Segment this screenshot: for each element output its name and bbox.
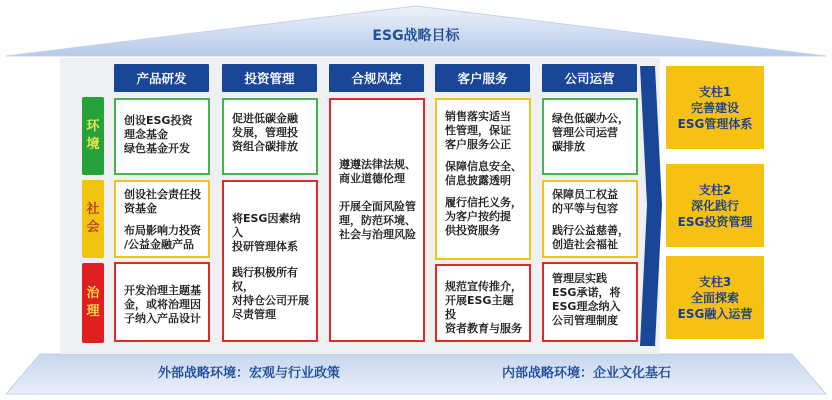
text-line: 资组合碳排放: [232, 140, 298, 153]
text-line: 理念基金: [124, 128, 168, 141]
cell-product-environment: [114, 98, 210, 175]
roof-title: ESG战略目标: [372, 28, 460, 44]
dimension-char: 理: [86, 304, 100, 319]
dimension-char: 环: [86, 119, 100, 134]
pillar-line: ESG管理体系: [677, 116, 753, 131]
cell-operations-social: [542, 180, 638, 258]
text-line: 资者教育与服务: [445, 322, 522, 335]
text-line: 理，防范环境、: [339, 214, 416, 227]
text-line: 管理层实践: [552, 272, 607, 285]
text-line: 尽责管理: [232, 308, 276, 321]
pillar-name: 支柱1: [698, 84, 732, 99]
text-line: ESG承诺，将: [552, 286, 621, 299]
dimension-governance: [82, 263, 104, 343]
text-line: 商业道德伦理: [339, 172, 405, 185]
dimension-social: [82, 180, 104, 258]
base-external-environment: 外部战略环境：宏观与行业政策: [158, 366, 341, 381]
text-line: 为客户按约提: [445, 210, 511, 223]
text-line: /公益金融产品: [124, 238, 195, 251]
cell-product-social: [114, 180, 210, 258]
pillar-line: 全面探索: [690, 290, 739, 305]
text-line: 创设社会责任投: [124, 188, 201, 201]
text-line: 发展，管理投: [232, 126, 298, 139]
text-line: 创设ESG投资: [124, 114, 193, 127]
pillar-line: 深化践行: [690, 198, 739, 213]
text-line: 践行积极所有权，: [232, 266, 298, 293]
cell-investment-social-governance: [222, 180, 318, 342]
text-line: 开发治理主题基: [124, 284, 201, 297]
text-line: 促进低碳金融: [232, 112, 298, 125]
cell-compliance: [329, 98, 425, 342]
text-line: 公司管理制度: [552, 314, 618, 327]
text-line: 开展全面风险管: [339, 200, 416, 213]
text-line: 开展ESG主题投: [445, 294, 514, 321]
pillar-line: ESG融入运营: [677, 306, 753, 321]
text-line: 遵遵法律法规、: [339, 158, 416, 171]
text-line: 将ESG因素纳入: [232, 212, 301, 239]
pillar-2: [666, 164, 764, 247]
base-internal-environment: 内部战略环境：企业文化基石: [502, 366, 672, 381]
cell-operations-environment: [542, 98, 638, 175]
pillar-3: [666, 256, 764, 339]
dimension-char: 境: [86, 137, 100, 152]
text-line: 性管理，保证: [445, 124, 511, 137]
text-line: 子纳入产品设计: [124, 312, 201, 325]
column-header-investment: 投资管理: [222, 64, 317, 92]
text-line: 社会与治理风险: [339, 228, 416, 241]
column-header-operations: 公司运营: [542, 64, 637, 92]
text-line: 资基金: [124, 202, 157, 215]
dimension-char: 治: [86, 286, 100, 301]
cell-client-governance: [435, 264, 531, 342]
text-line: 碳排放: [552, 140, 585, 153]
text-line: 保障员工权益: [552, 188, 618, 201]
cell-operations-governance: [542, 262, 638, 342]
dimension-environment: [82, 97, 104, 175]
column-header-product: 产品研发: [114, 64, 209, 92]
text-line: 履行信托义务，: [445, 196, 522, 209]
text-line: 管理公司运营: [552, 126, 618, 139]
text-line: 保障信息安全、: [445, 160, 522, 173]
pillar-line: 完善建设: [690, 100, 739, 115]
text-line: 的平等与包容: [552, 202, 618, 215]
text-line: 规范宣传推介，: [445, 280, 522, 293]
text-line: ESG理念纳入: [552, 300, 621, 313]
text-line: 对持仓公司开展: [232, 294, 309, 307]
column-header-compliance: 合规风控: [329, 64, 424, 92]
text-line: 信息披露透明: [445, 174, 511, 187]
dimension-char: 会: [86, 220, 100, 235]
text-line: 践行公益慈善，: [552, 224, 629, 237]
text-line: 金，或将治理因: [124, 298, 201, 311]
cell-product-governance: [114, 262, 210, 342]
pillar-name: 支柱3: [698, 274, 732, 289]
cell-client-environment-social: [435, 98, 531, 260]
dimension-char: 社: [86, 202, 100, 217]
column-header-client: 客户服务: [435, 64, 530, 92]
text-line: 创造社会福祉: [552, 238, 618, 251]
cell-investment-environment: [222, 98, 318, 175]
text-line: 布局影响力投资: [124, 224, 201, 237]
pillar-name: 支柱2: [698, 182, 732, 197]
pillar-1: [666, 66, 764, 149]
text-line: 销售落实适当: [445, 110, 511, 123]
text-line: 绿色基金开发: [124, 142, 190, 155]
text-line: 绿色低碳办公，: [552, 112, 629, 125]
pillar-line: ESG投资管理: [677, 214, 753, 229]
text-line: 投研管理体系: [232, 240, 298, 253]
text-line: 客户服务公正: [445, 138, 511, 151]
text-line: 供投资服务: [445, 224, 500, 237]
